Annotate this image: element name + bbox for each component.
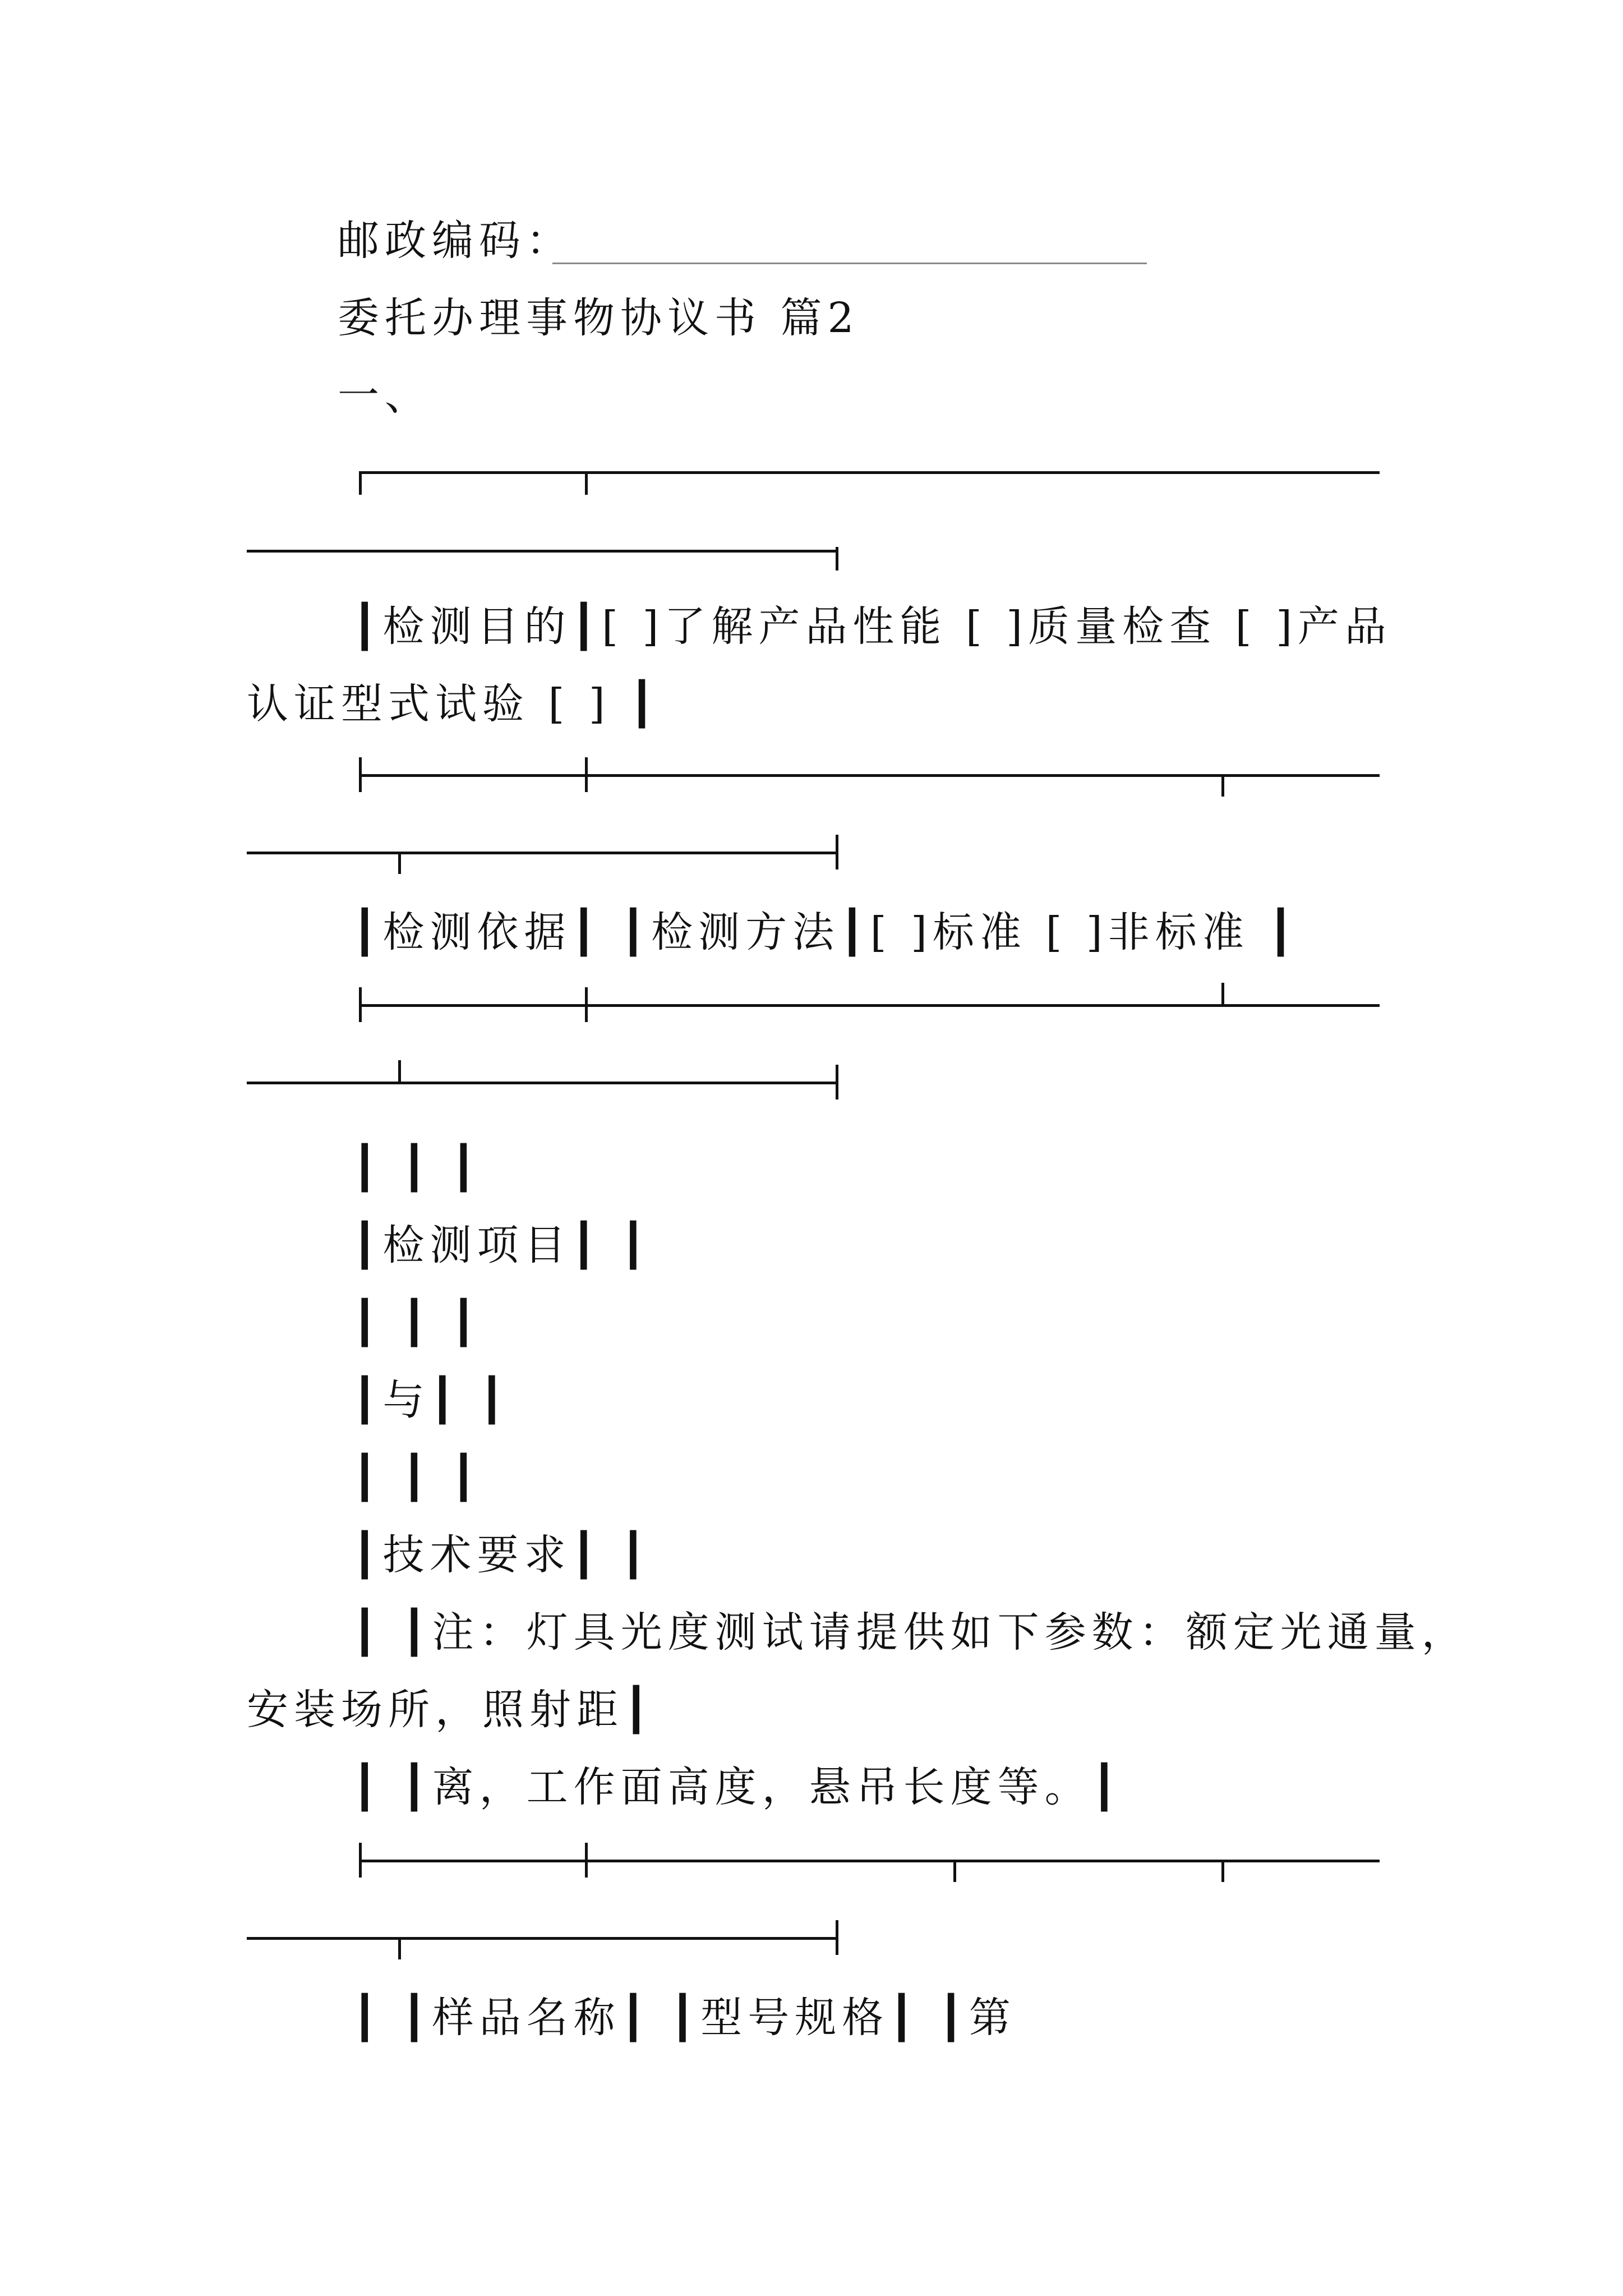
items-row: ┃检测项目┃ ┃: [352, 1221, 652, 1269]
row-separator-1-right: [836, 835, 838, 869]
row-separator-3-wrap-tee: [398, 1937, 401, 1959]
empty-row-3: ┃ ┃ ┃: [352, 1453, 482, 1502]
row-separator-1-wrap-tee: [398, 852, 401, 874]
row-separator-1-wrap: [247, 852, 838, 854]
row-separator-3-left: [359, 1843, 362, 1878]
table-top-left-corner: [359, 471, 362, 495]
row-separator-2-bottom-tee: [1221, 983, 1224, 1005]
table-top-tee: [585, 471, 588, 495]
empty-row-1: ┃ ┃ ┃: [352, 1144, 482, 1192]
and-row: ┃与┃ ┃: [352, 1376, 510, 1424]
note-line-2: 安装场所，照射距┃: [247, 1686, 654, 1734]
requirements-row: ┃技术要求┃ ┃: [352, 1531, 652, 1579]
section-number: 一、: [338, 371, 432, 420]
note-line-1: ┃ ┃注：灯具光度测试请提供如下参数：额定光通量，: [352, 1608, 1469, 1657]
row-separator-1-left: [359, 757, 362, 792]
row-separator-2: [359, 1004, 1380, 1007]
row-separator-2-wrap: [247, 1082, 838, 1084]
table-top-border: [359, 471, 1380, 474]
row-separator-3-wrap: [247, 1937, 838, 1940]
row-separator-1: [359, 774, 1380, 777]
postcode-blank-field[interactable]: [552, 263, 1147, 264]
row-separator-3-right: [836, 1920, 838, 1955]
row-separator-2-right: [836, 1065, 838, 1099]
row-separator-3-tee-a: [953, 1860, 956, 1882]
row-separator-1-tee: [1221, 774, 1224, 797]
sample-row: ┃ ┃样品名称┃ ┃型号规格┃ ┃第: [352, 1994, 1016, 2042]
note-line-3: ┃ ┃离，工作面高度，悬吊长度等。┃: [352, 1763, 1123, 1811]
basis-row: ┃检测依据┃ ┃检测方法┃[ ]标准 [ ]非标准 ┃: [352, 908, 1299, 956]
row-separator-2-cross: [585, 987, 588, 1022]
table-top-right-corner: [836, 547, 838, 570]
row-separator-3-cross: [585, 1843, 588, 1878]
postcode-label: 邮政编码：: [338, 217, 573, 265]
table-top-border-wrap: [247, 550, 838, 553]
row-separator-1-cross: [585, 757, 588, 792]
agreement-title: 委托办理事物协议书 篇2: [338, 294, 860, 342]
row-separator-3: [359, 1860, 1380, 1862]
purpose-row-line-1: ┃检测目的┃[ ]了解产品性能 [ ]质量检查 [ ]产品: [352, 602, 1392, 651]
purpose-row-line-2: 认证型式试验 [ ] ┃: [247, 680, 660, 728]
row-separator-3-tee-b: [1221, 1860, 1224, 1882]
row-separator-2-left: [359, 987, 362, 1022]
empty-row-2: ┃ ┃ ┃: [352, 1299, 482, 1347]
row-separator-2-wrap-tee: [398, 1060, 401, 1083]
